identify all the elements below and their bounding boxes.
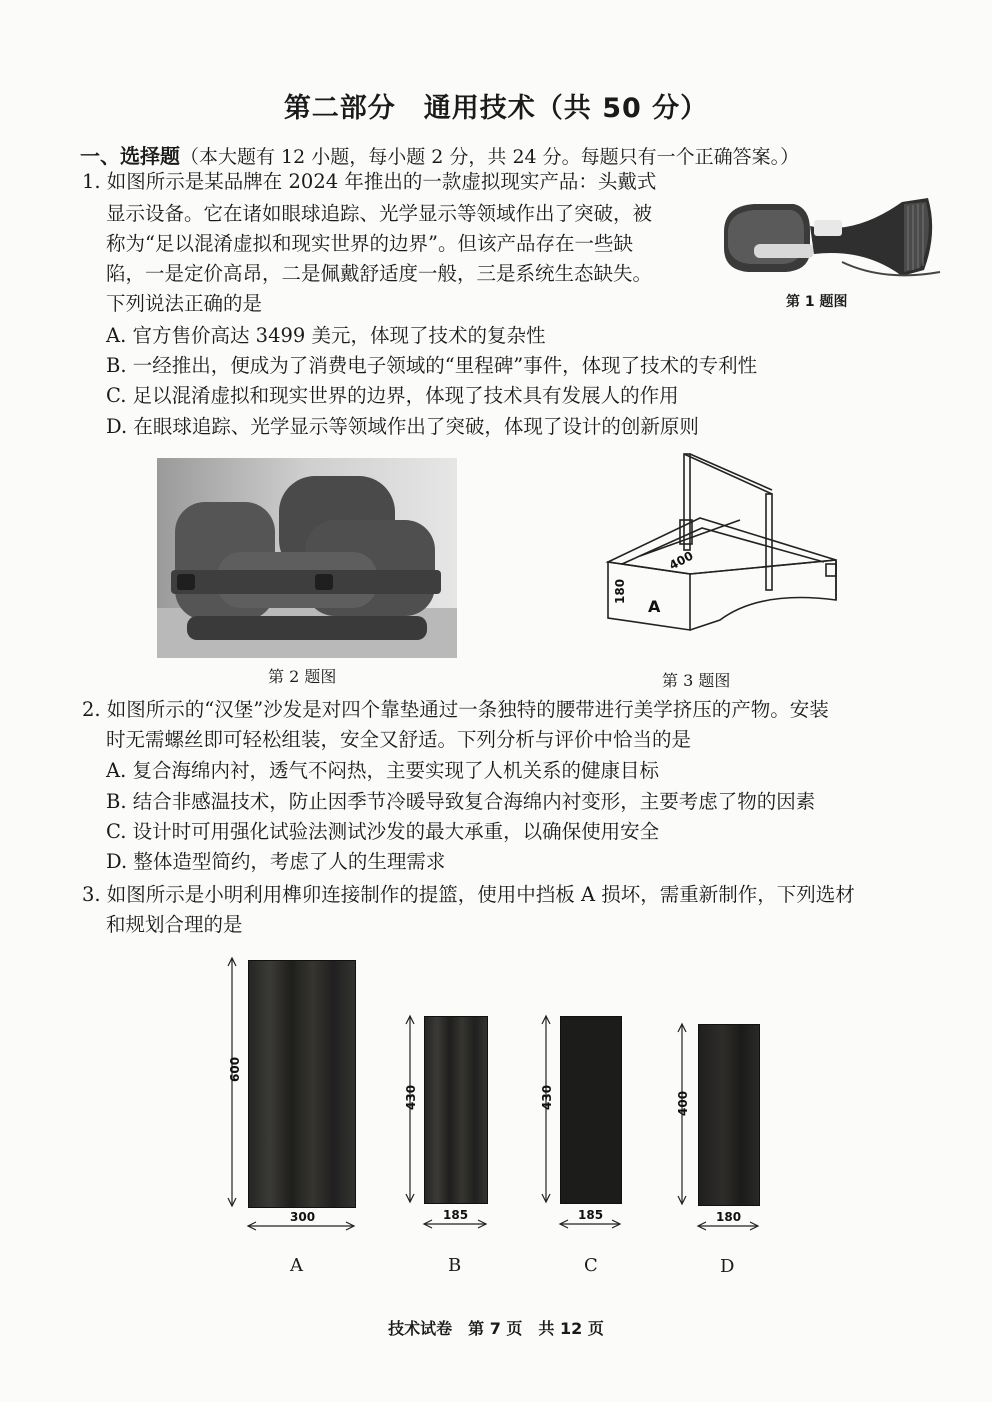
fig3-label-a: A	[648, 597, 661, 616]
board-b[interactable]	[424, 1016, 488, 1204]
board-b-height: 430	[404, 1084, 418, 1110]
board-b-height-dim	[394, 1014, 424, 1206]
q3-line: 3. 如图所示是小明利用榫卯连接制作的提篮，使用中挡板 A 损坏，需重新制作，下列选材	[82, 883, 855, 906]
q3-line: 和规划合理的是	[106, 913, 243, 936]
board-d-width: 180	[716, 1210, 742, 1224]
board-c-width-dim	[558, 1202, 624, 1232]
q2-option-d: D. 整体造型简约，考虑了人的生理需求	[106, 850, 446, 873]
board-a-width-dim	[246, 1204, 358, 1234]
q2-option-c: C. 设计时可用强化试验法测试沙发的最大承重，以确保使用安全	[106, 820, 660, 843]
q1-line: 显示设备。它在诸如眼球追踪、光学显示等领域作出了突破，被	[106, 202, 653, 225]
q1-option-a: A. 官方售价高达 3499 美元，体现了技术的复杂性	[106, 324, 546, 347]
q1-option-d: D. 在眼球追踪、光学显示等领域作出了突破，体现了设计的创新原则	[106, 415, 699, 438]
page-footer: 技术试卷 第 7 页 共 12 页	[388, 1319, 604, 1338]
q1-line: 陷，一是定价高昂，二是佩戴舒适度一般，三是系统生态缺失。	[106, 262, 653, 285]
q1-option-b: B. 一经推出，便成为了消费电子领域的“里程碑”事件，体现了技术的专利性	[106, 354, 758, 377]
section-note: （本大题有 12 小题，每小题 2 分，共 24 分。每题只有一个正确答案。）	[180, 146, 800, 168]
board-a[interactable]	[248, 960, 356, 1208]
vr-headset-figure	[714, 192, 944, 286]
q2-line: 2. 如图所示的“汉堡”沙发是对四个靠垫通过一条独特的腰带进行美学挤压的产物。安装	[82, 698, 829, 721]
basket-figure	[600, 450, 850, 660]
board-d-width-dim	[696, 1204, 762, 1234]
board-a-height: 600	[228, 1056, 242, 1082]
sofa-figure	[157, 458, 457, 658]
q1-line: 称为“足以混淆虚拟和现实世界的边界”。但该产品存在一些缺	[106, 232, 633, 255]
fig3-dim-length: 400	[666, 548, 696, 573]
fig2-caption: 第 2 题图	[268, 667, 337, 686]
board-c-height: 430	[540, 1084, 554, 1110]
board-d-label: D	[720, 1256, 735, 1277]
board-a-height-dim	[218, 954, 248, 1210]
section-heading	[80, 140, 799, 169]
q2-option-b: B. 结合非感温技术，防止因季节冷暖导致复合海绵内衬变形，主要考虑了物的因素	[106, 790, 816, 813]
board-c-width: 185	[578, 1208, 604, 1222]
q1-option-c: C. 足以混淆虚拟和现实世界的边界，体现了技术具有发展人的作用	[106, 384, 679, 407]
board-d-height: 400	[676, 1090, 690, 1116]
q1-line: 1. 如图所示是某品牌在 2024 年推出的一款虚拟现实产品：头戴式	[82, 170, 657, 193]
board-b-label: B	[448, 1255, 462, 1276]
board-c-height-dim	[530, 1014, 560, 1206]
board-c[interactable]	[560, 1016, 622, 1204]
q2-line: 时无需螺丝即可轻松组装，安全又舒适。下列分析与评价中恰当的是	[106, 728, 692, 751]
fig1-caption: 第 1 题图	[786, 294, 848, 310]
fig3-caption: 第 3 题图	[662, 671, 731, 690]
board-c-label: C	[584, 1255, 598, 1276]
board-d[interactable]	[698, 1024, 760, 1206]
q2-option-a: A. 复合海绵内衬，透气不闷热，主要实现了人机关系的健康目标	[106, 759, 659, 782]
page-title: 第二部分 通用技术（共 50 分）	[283, 93, 709, 124]
board-b-width: 185	[443, 1208, 469, 1222]
q1-line: 下列说法正确的是	[106, 292, 263, 315]
section-title: 一、选择题	[80, 144, 180, 168]
board-d-height-dim	[666, 1022, 698, 1208]
board-b-width-dim	[422, 1202, 490, 1232]
fig3-dim-height: 180	[613, 578, 627, 604]
board-a-width: 300	[290, 1210, 316, 1224]
board-a-label: A	[290, 1255, 303, 1276]
